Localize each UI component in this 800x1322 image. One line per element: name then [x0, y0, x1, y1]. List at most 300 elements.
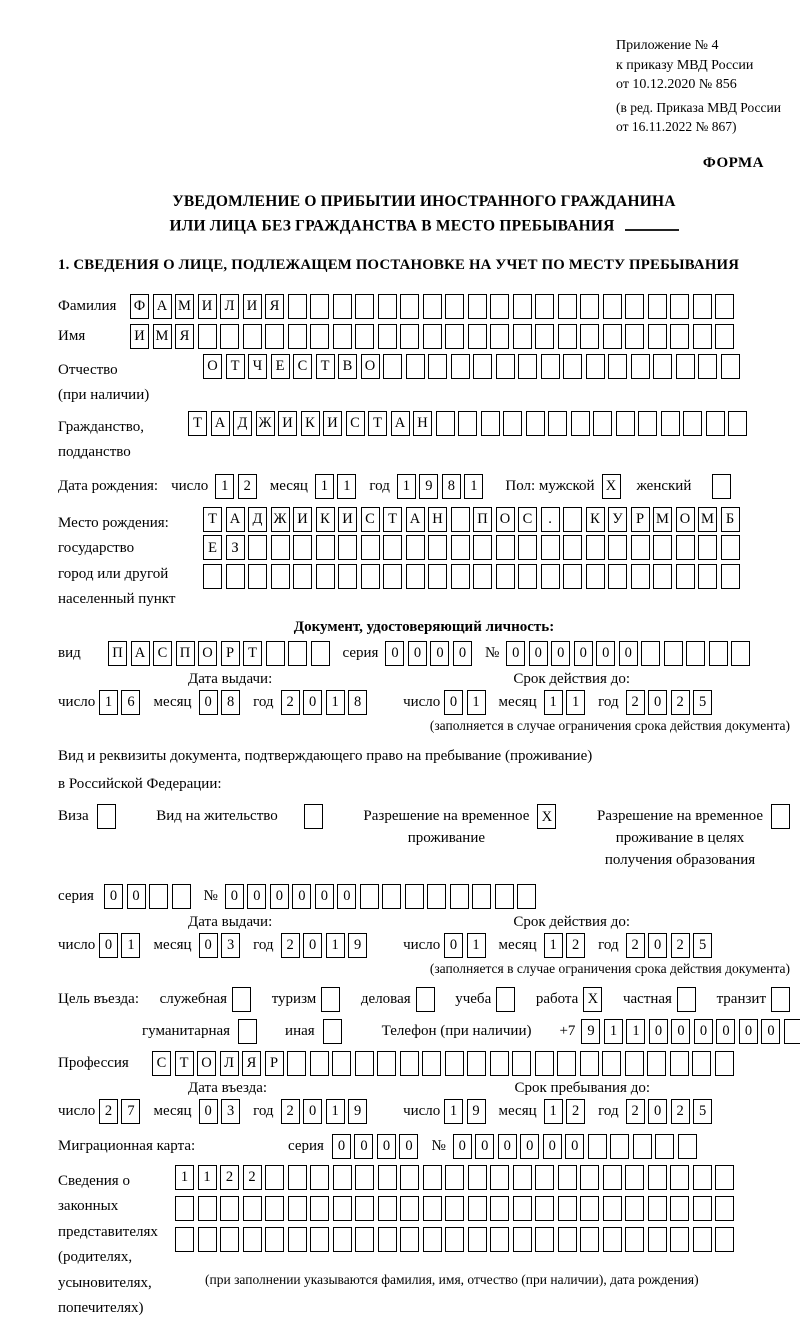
char-box[interactable]	[333, 1165, 352, 1190]
char-box[interactable]: 9	[467, 1099, 486, 1124]
char-box[interactable]: 8	[348, 690, 367, 715]
char-box[interactable]: И	[338, 507, 357, 532]
char-box[interactable]	[706, 411, 725, 436]
char-box[interactable]: П	[473, 507, 492, 532]
char-box[interactable]: 0	[444, 690, 463, 715]
char-box[interactable]: Ф	[130, 294, 149, 319]
char-box[interactable]: Д	[233, 411, 252, 436]
char-box[interactable]	[693, 294, 712, 319]
char-box[interactable]	[580, 1051, 599, 1076]
char-box[interactable]: 0	[225, 884, 244, 909]
char-box[interactable]	[321, 987, 340, 1012]
char-box[interactable]: Р	[265, 1051, 284, 1076]
char-box[interactable]	[271, 535, 290, 560]
char-box[interactable]	[557, 1051, 576, 1076]
char-box[interactable]: 2	[220, 1165, 239, 1190]
char-box[interactable]: Н	[413, 411, 432, 436]
char-box[interactable]	[580, 1165, 599, 1190]
char-box[interactable]: X	[583, 987, 602, 1012]
char-box[interactable]	[715, 324, 734, 349]
char-box[interactable]	[648, 294, 667, 319]
char-box[interactable]: 0	[475, 1134, 494, 1159]
char-box[interactable]: 1	[464, 474, 483, 499]
char-box[interactable]: Ж	[271, 507, 290, 532]
char-box[interactable]: 0	[303, 933, 322, 958]
char-box[interactable]: И	[278, 411, 297, 436]
char-box[interactable]	[400, 1051, 419, 1076]
char-box[interactable]: 7	[121, 1099, 140, 1124]
char-box[interactable]	[355, 324, 374, 349]
char-box[interactable]	[593, 411, 612, 436]
char-box[interactable]	[293, 564, 312, 589]
char-box[interactable]	[655, 1134, 674, 1159]
char-box[interactable]	[378, 294, 397, 319]
char-box[interactable]	[608, 564, 627, 589]
char-box[interactable]	[625, 324, 644, 349]
char-box[interactable]	[198, 1196, 217, 1221]
char-box[interactable]	[608, 535, 627, 560]
char-box[interactable]	[631, 564, 650, 589]
char-box[interactable]: С	[361, 507, 380, 532]
char-box[interactable]	[481, 411, 500, 436]
char-box[interactable]	[406, 535, 425, 560]
char-box[interactable]: 0	[565, 1134, 584, 1159]
char-box[interactable]	[633, 1134, 652, 1159]
char-box[interactable]: З	[226, 535, 245, 560]
char-box[interactable]: 1	[467, 933, 486, 958]
char-box[interactable]	[467, 1051, 486, 1076]
char-box[interactable]: 1	[544, 1099, 563, 1124]
char-box[interactable]	[683, 411, 702, 436]
char-box[interactable]	[310, 1196, 329, 1221]
char-box[interactable]	[558, 1196, 577, 1221]
char-box[interactable]	[451, 507, 470, 532]
char-box[interactable]: .	[541, 507, 560, 532]
char-box[interactable]: 0	[337, 884, 356, 909]
char-box[interactable]	[406, 354, 425, 379]
char-box[interactable]	[625, 1051, 644, 1076]
char-box[interactable]: 0	[99, 933, 118, 958]
char-box[interactable]	[427, 884, 446, 909]
char-box[interactable]	[338, 535, 357, 560]
char-box[interactable]: 0	[551, 641, 570, 666]
char-box[interactable]	[316, 535, 335, 560]
char-box[interactable]	[496, 987, 515, 1012]
char-box[interactable]	[586, 564, 605, 589]
char-box[interactable]: М	[698, 507, 717, 532]
char-box[interactable]	[316, 564, 335, 589]
char-box[interactable]	[468, 1196, 487, 1221]
char-box[interactable]	[288, 1165, 307, 1190]
char-box[interactable]	[220, 1196, 239, 1221]
char-box[interactable]: 0	[716, 1019, 735, 1044]
char-box[interactable]: 0	[430, 641, 449, 666]
char-box[interactable]	[333, 1196, 352, 1221]
char-box[interactable]: 1	[626, 1019, 645, 1044]
char-box[interactable]: 0	[104, 884, 123, 909]
char-box[interactable]	[535, 1051, 554, 1076]
char-box[interactable]	[243, 1196, 262, 1221]
char-box[interactable]	[602, 1051, 621, 1076]
char-box[interactable]	[693, 1196, 712, 1221]
char-box[interactable]: 0	[498, 1134, 517, 1159]
char-box[interactable]	[693, 324, 712, 349]
char-box[interactable]: 1	[337, 474, 356, 499]
char-box[interactable]	[445, 1051, 464, 1076]
char-box[interactable]	[580, 324, 599, 349]
char-box[interactable]	[473, 535, 492, 560]
char-box[interactable]: Я	[175, 324, 194, 349]
char-box[interactable]: А	[131, 641, 150, 666]
char-box[interactable]: 0	[453, 1134, 472, 1159]
char-box[interactable]: С	[152, 1051, 171, 1076]
char-box[interactable]	[383, 535, 402, 560]
char-box[interactable]	[468, 1165, 487, 1190]
char-box[interactable]	[670, 294, 689, 319]
char-box[interactable]: 1	[566, 690, 585, 715]
char-box[interactable]: М	[653, 507, 672, 532]
char-box[interactable]: Ч	[248, 354, 267, 379]
char-box[interactable]	[428, 535, 447, 560]
char-box[interactable]: 0	[332, 1134, 351, 1159]
char-box[interactable]	[715, 294, 734, 319]
char-box[interactable]	[436, 411, 455, 436]
char-box[interactable]: Н	[428, 507, 447, 532]
char-box[interactable]	[513, 294, 532, 319]
char-box[interactable]: 6	[121, 690, 140, 715]
char-box[interactable]: 0	[127, 884, 146, 909]
char-box[interactable]: 1	[544, 933, 563, 958]
char-box[interactable]	[445, 1196, 464, 1221]
char-box[interactable]	[265, 324, 284, 349]
char-box[interactable]	[428, 564, 447, 589]
char-box[interactable]	[513, 324, 532, 349]
char-box[interactable]	[400, 1165, 419, 1190]
char-box[interactable]	[586, 354, 605, 379]
char-box[interactable]	[451, 354, 470, 379]
char-box[interactable]: С	[518, 507, 537, 532]
char-box[interactable]	[571, 411, 590, 436]
char-box[interactable]	[558, 324, 577, 349]
char-box[interactable]	[490, 1165, 509, 1190]
char-box[interactable]	[541, 564, 560, 589]
char-box[interactable]	[517, 884, 536, 909]
char-box[interactable]	[648, 1227, 667, 1252]
char-box[interactable]: В	[338, 354, 357, 379]
char-box[interactable]: 0	[444, 933, 463, 958]
char-box[interactable]	[647, 1051, 666, 1076]
char-box[interactable]: X	[602, 474, 621, 499]
char-box[interactable]: 9	[348, 933, 367, 958]
char-box[interactable]	[490, 294, 509, 319]
char-box[interactable]	[558, 294, 577, 319]
char-box[interactable]	[631, 535, 650, 560]
char-box[interactable]: С	[346, 411, 365, 436]
char-box[interactable]	[535, 1165, 554, 1190]
char-box[interactable]: 9	[581, 1019, 600, 1044]
char-box[interactable]	[676, 564, 695, 589]
char-box[interactable]	[513, 1165, 532, 1190]
char-box[interactable]: 1	[397, 474, 416, 499]
char-box[interactable]	[378, 324, 397, 349]
char-box[interactable]	[784, 1019, 800, 1044]
char-box[interactable]: 0	[739, 1019, 758, 1044]
char-box[interactable]	[558, 1165, 577, 1190]
char-box[interactable]	[603, 1165, 622, 1190]
char-box[interactable]: 2	[626, 690, 645, 715]
char-box[interactable]	[771, 804, 790, 829]
char-box[interactable]	[468, 294, 487, 319]
char-box[interactable]: Л	[220, 294, 239, 319]
char-box[interactable]	[518, 564, 537, 589]
char-box[interactable]: 9	[419, 474, 438, 499]
char-box[interactable]	[728, 411, 747, 436]
char-box[interactable]	[248, 564, 267, 589]
char-box[interactable]	[198, 324, 217, 349]
char-box[interactable]	[400, 1196, 419, 1221]
char-box[interactable]: Т	[226, 354, 245, 379]
char-box[interactable]	[220, 1227, 239, 1252]
char-box[interactable]: 5	[693, 933, 712, 958]
char-box[interactable]	[450, 884, 469, 909]
char-box[interactable]	[288, 1227, 307, 1252]
char-box[interactable]	[563, 507, 582, 532]
char-box[interactable]	[698, 535, 717, 560]
char-box[interactable]	[526, 411, 545, 436]
char-box[interactable]	[232, 987, 251, 1012]
char-box[interactable]: 2	[626, 933, 645, 958]
char-box[interactable]	[648, 1196, 667, 1221]
char-box[interactable]	[400, 324, 419, 349]
char-box[interactable]: А	[226, 507, 245, 532]
char-box[interactable]	[638, 411, 657, 436]
char-box[interactable]: И	[198, 294, 217, 319]
char-box[interactable]	[558, 1227, 577, 1252]
char-box[interactable]: О	[197, 1051, 216, 1076]
char-box[interactable]: 1	[467, 690, 486, 715]
char-box[interactable]	[400, 294, 419, 319]
char-box[interactable]	[451, 535, 470, 560]
char-box[interactable]: 0	[399, 1134, 418, 1159]
char-box[interactable]: 0	[520, 1134, 539, 1159]
char-box[interactable]: И	[130, 324, 149, 349]
char-box[interactable]	[220, 324, 239, 349]
char-box[interactable]	[355, 1051, 374, 1076]
char-box[interactable]: 0	[648, 1099, 667, 1124]
char-box[interactable]	[670, 324, 689, 349]
char-box[interactable]: О	[676, 507, 695, 532]
char-box[interactable]	[311, 641, 330, 666]
char-box[interactable]	[288, 294, 307, 319]
char-box[interactable]: О	[203, 354, 222, 379]
char-box[interactable]	[445, 1165, 464, 1190]
char-box[interactable]: О	[361, 354, 380, 379]
char-box[interactable]: 2	[671, 933, 690, 958]
char-box[interactable]	[548, 411, 567, 436]
char-box[interactable]: К	[301, 411, 320, 436]
char-box[interactable]	[771, 987, 790, 1012]
char-box[interactable]: 0	[619, 641, 638, 666]
char-box[interactable]	[518, 354, 537, 379]
char-box[interactable]	[676, 354, 695, 379]
char-box[interactable]: 1	[121, 933, 140, 958]
char-box[interactable]: 2	[99, 1099, 118, 1124]
char-box[interactable]	[265, 1196, 284, 1221]
char-box[interactable]: Т	[316, 354, 335, 379]
char-box[interactable]	[653, 535, 672, 560]
char-box[interactable]	[678, 1134, 697, 1159]
char-box[interactable]: И	[243, 294, 262, 319]
char-box[interactable]: 0	[199, 933, 218, 958]
char-box[interactable]: И	[293, 507, 312, 532]
char-box[interactable]	[496, 564, 515, 589]
char-box[interactable]	[445, 1227, 464, 1252]
char-box[interactable]	[248, 535, 267, 560]
char-box[interactable]: П	[108, 641, 127, 666]
char-box[interactable]	[355, 1196, 374, 1221]
char-box[interactable]: 1	[215, 474, 234, 499]
char-box[interactable]	[423, 1165, 442, 1190]
char-box[interactable]: 3	[221, 933, 240, 958]
char-box[interactable]: 1	[326, 690, 345, 715]
char-box[interactable]	[518, 535, 537, 560]
char-box[interactable]: X	[537, 804, 556, 829]
char-box[interactable]	[496, 535, 515, 560]
char-box[interactable]	[496, 354, 515, 379]
char-box[interactable]	[490, 1227, 509, 1252]
char-box[interactable]	[243, 324, 262, 349]
char-box[interactable]	[226, 564, 245, 589]
char-box[interactable]	[423, 324, 442, 349]
char-box[interactable]	[693, 1165, 712, 1190]
char-box[interactable]: М	[153, 324, 172, 349]
char-box[interactable]	[472, 884, 491, 909]
char-box[interactable]: 2	[243, 1165, 262, 1190]
char-box[interactable]	[332, 1051, 351, 1076]
char-box[interactable]	[648, 1165, 667, 1190]
char-box[interactable]	[360, 884, 379, 909]
char-box[interactable]	[473, 564, 492, 589]
char-box[interactable]	[293, 535, 312, 560]
char-box[interactable]	[535, 1227, 554, 1252]
char-box[interactable]	[377, 1051, 396, 1076]
char-box[interactable]	[468, 1227, 487, 1252]
char-box[interactable]: 2	[238, 474, 257, 499]
char-box[interactable]: 0	[761, 1019, 780, 1044]
char-box[interactable]	[698, 564, 717, 589]
char-box[interactable]: 2	[671, 1099, 690, 1124]
char-box[interactable]	[428, 354, 447, 379]
char-box[interactable]	[603, 1227, 622, 1252]
char-box[interactable]	[304, 804, 323, 829]
char-box[interactable]	[310, 324, 329, 349]
char-box[interactable]	[355, 1227, 374, 1252]
char-box[interactable]	[406, 564, 425, 589]
char-box[interactable]	[641, 641, 660, 666]
char-box[interactable]	[310, 1227, 329, 1252]
char-box[interactable]	[677, 987, 696, 1012]
char-box[interactable]	[383, 564, 402, 589]
char-box[interactable]: К	[586, 507, 605, 532]
char-box[interactable]: Т	[203, 507, 222, 532]
char-box[interactable]	[541, 535, 560, 560]
char-box[interactable]	[541, 354, 560, 379]
char-box[interactable]: Я	[265, 294, 284, 319]
char-box[interactable]: 0	[506, 641, 525, 666]
char-box[interactable]: 0	[543, 1134, 562, 1159]
char-box[interactable]	[490, 1051, 509, 1076]
char-box[interactable]: 0	[377, 1134, 396, 1159]
char-box[interactable]: 1	[326, 933, 345, 958]
char-box[interactable]	[423, 294, 442, 319]
char-box[interactable]	[400, 1227, 419, 1252]
char-box[interactable]	[648, 324, 667, 349]
char-box[interactable]: 0	[671, 1019, 690, 1044]
char-box[interactable]: 0	[649, 1019, 668, 1044]
char-box[interactable]: 0	[199, 1099, 218, 1124]
char-box[interactable]: А	[391, 411, 410, 436]
char-box[interactable]	[670, 1196, 689, 1221]
char-box[interactable]	[175, 1227, 194, 1252]
char-box[interactable]	[670, 1227, 689, 1252]
char-box[interactable]: О	[198, 641, 217, 666]
char-box[interactable]: Л	[220, 1051, 239, 1076]
char-box[interactable]	[693, 1227, 712, 1252]
char-box[interactable]	[563, 535, 582, 560]
char-box[interactable]	[712, 474, 731, 499]
char-box[interactable]: 2	[281, 933, 300, 958]
char-box[interactable]	[382, 884, 401, 909]
char-box[interactable]	[625, 294, 644, 319]
char-box[interactable]	[175, 1196, 194, 1221]
char-box[interactable]	[715, 1196, 734, 1221]
char-box[interactable]	[149, 884, 168, 909]
char-box[interactable]: 0	[529, 641, 548, 666]
char-box[interactable]	[676, 535, 695, 560]
char-box[interactable]: Д	[248, 507, 267, 532]
char-box[interactable]: 1	[326, 1099, 345, 1124]
char-box[interactable]	[458, 411, 477, 436]
char-box[interactable]	[287, 1051, 306, 1076]
char-box[interactable]	[715, 1165, 734, 1190]
char-box[interactable]	[692, 1051, 711, 1076]
char-box[interactable]	[721, 535, 740, 560]
char-box[interactable]	[271, 564, 290, 589]
char-box[interactable]	[378, 1227, 397, 1252]
char-box[interactable]	[378, 1196, 397, 1221]
char-box[interactable]	[288, 1196, 307, 1221]
char-box[interactable]: Т	[368, 411, 387, 436]
char-box[interactable]	[625, 1165, 644, 1190]
char-box[interactable]: Т	[188, 411, 207, 436]
char-box[interactable]: 0	[303, 690, 322, 715]
char-box[interactable]: 5	[693, 1099, 712, 1124]
char-box[interactable]	[405, 884, 424, 909]
char-box[interactable]: Я	[242, 1051, 261, 1076]
char-box[interactable]: А	[153, 294, 172, 319]
char-box[interactable]: 0	[315, 884, 334, 909]
char-box[interactable]	[333, 1227, 352, 1252]
char-box[interactable]	[603, 1196, 622, 1221]
char-box[interactable]	[616, 411, 635, 436]
char-box[interactable]: 0	[247, 884, 266, 909]
char-box[interactable]	[715, 1227, 734, 1252]
char-box[interactable]	[513, 1227, 532, 1252]
char-box[interactable]	[709, 641, 728, 666]
char-box[interactable]: 1	[175, 1165, 194, 1190]
char-box[interactable]	[535, 324, 554, 349]
char-box[interactable]: 0	[385, 641, 404, 666]
